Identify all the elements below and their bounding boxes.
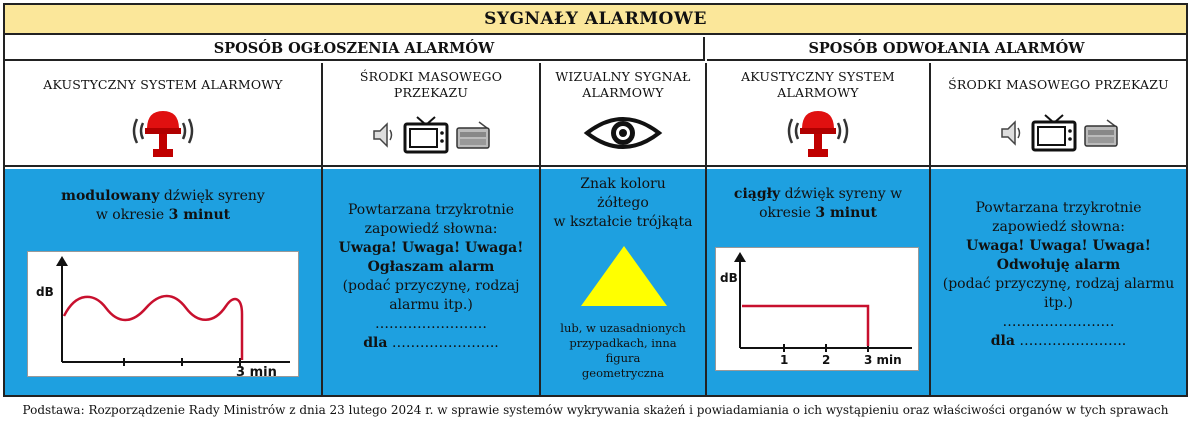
announcement-line: zapowiedź słowna: bbox=[992, 219, 1125, 235]
section-header-announce: SPOSÓB OGŁOSZENIA ALARMÓW bbox=[5, 37, 705, 61]
graph-xlabel: 3 min bbox=[236, 365, 277, 376]
visual-signal-line: Znak koloru bbox=[580, 176, 666, 192]
speaker-icon bbox=[999, 118, 1025, 148]
tv-icon bbox=[403, 115, 449, 155]
column-header bbox=[541, 63, 705, 167]
yellow-triangle bbox=[577, 243, 671, 309]
column-header bbox=[5, 63, 321, 167]
column-acoustic-announce bbox=[5, 63, 323, 395]
graph-tick-label: 2 bbox=[822, 353, 831, 367]
announcement-message: Odwołuję alarm bbox=[996, 257, 1121, 273]
continuous-sound-graph bbox=[715, 247, 919, 371]
graph-ylabel: dB bbox=[36, 285, 54, 299]
visual-signal-note: figura bbox=[605, 351, 641, 365]
column-header-label: AKUSTYCZNY SYSTEM ALARMOWY bbox=[741, 69, 895, 100]
column-media-announce bbox=[323, 63, 541, 395]
column-body: ciągły dźwięk syreny w okresie 3 minut dB 1 2 3 min bbox=[707, 169, 929, 395]
announcement-line: Powtarzana trzykrotnie bbox=[347, 202, 515, 218]
visual-signal-note: lub, w uzasadnionych bbox=[560, 321, 686, 335]
announcement-line: alarmu itp.) bbox=[389, 297, 473, 313]
page-title: SYGNAŁY ALARMOWE bbox=[5, 5, 1186, 35]
modulated-sound-graph bbox=[27, 251, 299, 377]
announcement-for-line: dla ………………….. bbox=[990, 333, 1127, 349]
announcement-line: itp.) bbox=[1044, 295, 1073, 311]
announcement-line: (podać przyczynę, rodzaj bbox=[342, 278, 520, 294]
radio-icon bbox=[1083, 118, 1119, 148]
announcement-warning: Uwaga! Uwaga! Uwaga! bbox=[338, 240, 524, 256]
signal-duration: 3 minut bbox=[815, 205, 877, 221]
siren-icon bbox=[778, 103, 858, 163]
visual-signal-line: w kształcie trójkąta bbox=[553, 214, 693, 230]
announcement-line: Powtarzana trzykrotnie bbox=[975, 200, 1142, 216]
announcement-for-line: dla ………………….. bbox=[363, 335, 499, 351]
announcement-line: (podać przyczynę, rodzaj alarmu bbox=[942, 276, 1175, 292]
column-body bbox=[541, 169, 705, 395]
graph-tick-label: 1 bbox=[780, 353, 789, 367]
signal-duration: 3 minut bbox=[168, 207, 231, 223]
announcement-message: Ogłaszam alarm bbox=[367, 259, 495, 275]
column-acoustic-cancel bbox=[707, 63, 931, 395]
column-media-cancel bbox=[931, 63, 1186, 395]
alarm-signals-table bbox=[3, 3, 1188, 397]
siren-icon bbox=[123, 103, 203, 163]
column-header bbox=[323, 63, 539, 167]
eye-icon bbox=[583, 111, 663, 155]
announcement-line: zapowiedź słowna: bbox=[364, 221, 498, 237]
column-header-label: ŚRODKI MASOWEGO PRZEKAZU bbox=[948, 77, 1169, 92]
column-visual-signal bbox=[541, 63, 707, 395]
legal-basis-footer: Podstawa: Rozporządzenie Rady Ministrów z dnia 23 lutego 2024 r. w sprawie systemów wykrywania skażeń i powiadamiania o ich wystąpieniu oraz właściwości organów w tych sprawach bbox=[22, 403, 1169, 417]
announcement-dots: …………………… bbox=[1002, 314, 1115, 330]
radio-icon bbox=[455, 120, 491, 150]
speaker-icon bbox=[371, 120, 397, 150]
announcement-warning: Uwaga! Uwaga! Uwaga! bbox=[966, 238, 1151, 254]
visual-signal-note: przypadkach, inna bbox=[569, 336, 677, 350]
visual-signal-line: żółtego bbox=[597, 195, 649, 211]
column-header bbox=[931, 63, 1186, 167]
column-body bbox=[931, 169, 1186, 395]
graph-tick-label: 3 min bbox=[864, 353, 902, 367]
signal-type: ciągły bbox=[733, 186, 781, 202]
section-header-cancel: SPOSÓB ODWOŁANIA ALARMÓW bbox=[707, 37, 1186, 61]
graph-ylabel: dB bbox=[720, 271, 738, 285]
announcement-dots: …………………… bbox=[375, 316, 487, 332]
column-header-label: WIZUALNY SYGNAŁ ALARMOWY bbox=[555, 69, 691, 100]
visual-signal-note: geometryczna bbox=[581, 366, 665, 380]
column-header-label: ŚRODKI MASOWEGO PRZEKAZU bbox=[359, 69, 503, 100]
tv-icon bbox=[1031, 113, 1077, 153]
column-header-label: AKUSTYCZNY SYSTEM ALARMOWY bbox=[43, 77, 283, 92]
signal-type: modulowany bbox=[61, 188, 160, 204]
column-body bbox=[323, 169, 539, 395]
column-header bbox=[707, 63, 929, 167]
column-body: modulowany dźwięk syreny w okresie 3 minut dB 3 min bbox=[5, 169, 321, 395]
